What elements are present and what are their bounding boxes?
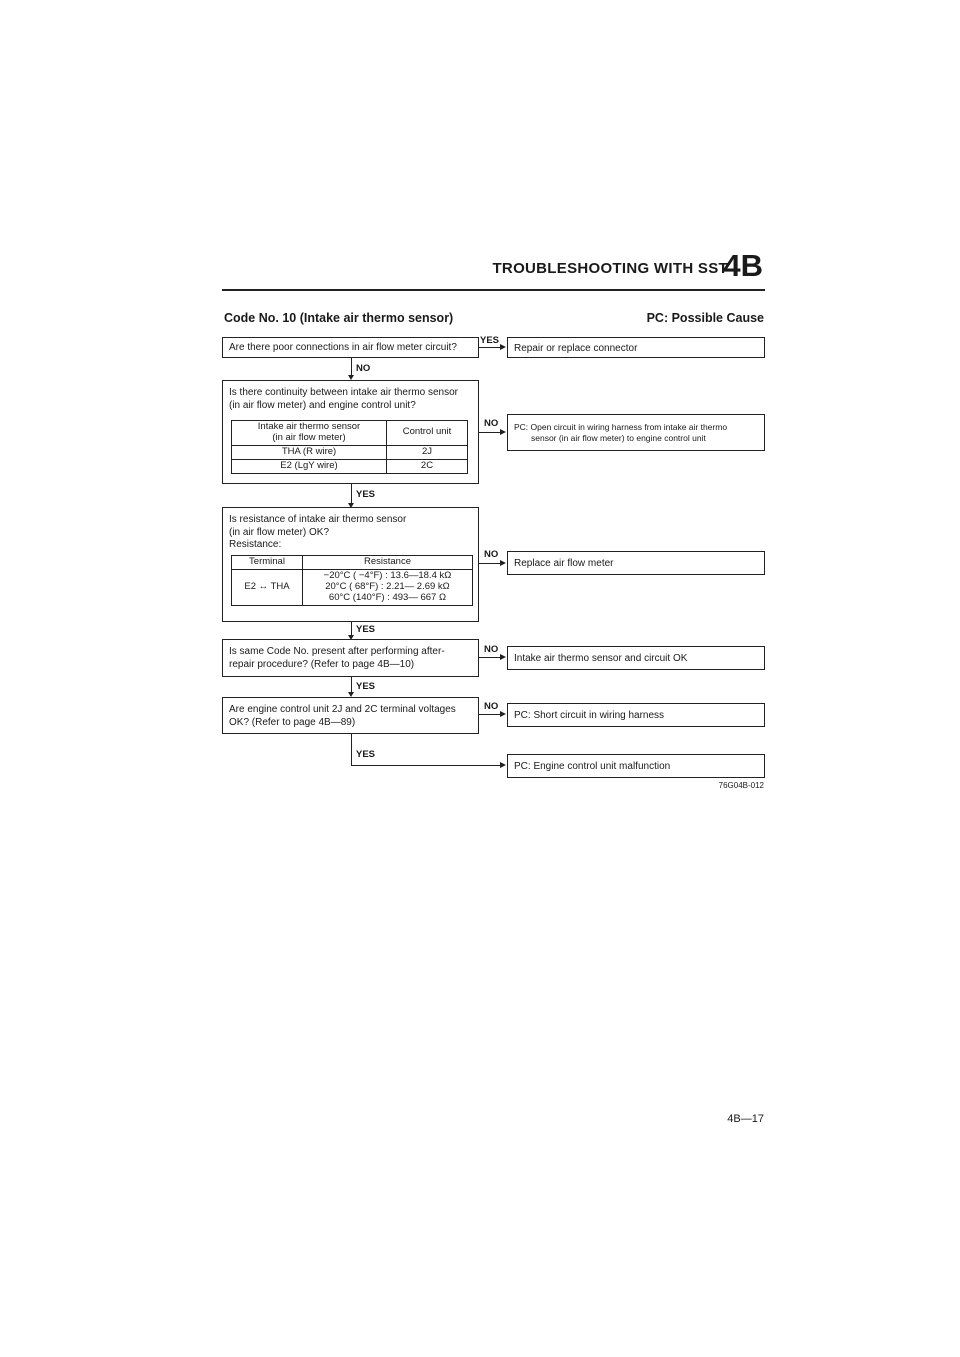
code-title: Code No. 10 (Intake air thermo sensor) bbox=[224, 311, 454, 325]
result-4-text: Intake air thermo sensor and circuit OK bbox=[514, 653, 688, 664]
q4-no-arrow bbox=[500, 654, 506, 660]
page-number: 4B—17 bbox=[727, 1113, 764, 1125]
question-1-box bbox=[222, 337, 479, 358]
q2-yes-connector bbox=[351, 484, 352, 504]
result-3-box bbox=[507, 551, 765, 575]
q2-yes-label: YES bbox=[356, 489, 376, 500]
question-3-line3: Resistance: bbox=[229, 539, 282, 550]
q3-yes-connector bbox=[351, 622, 352, 636]
question-5-box bbox=[222, 697, 479, 734]
resistance-row-2: 20°C ( 68°F) : 2.21— 2.69 kΩ bbox=[325, 580, 450, 592]
q1-yes-arrow bbox=[500, 344, 506, 350]
q4-yes-connector bbox=[351, 677, 352, 693]
resistance-header-value: Resistance bbox=[303, 556, 473, 570]
section-code: 4B bbox=[723, 248, 763, 283]
continuity-header-sensor-line1: Intake air thermo sensor bbox=[257, 421, 361, 432]
result-5-text: PC: Short circuit in wiring harness bbox=[514, 710, 665, 721]
resistance-header-terminal: Terminal bbox=[232, 556, 303, 570]
question-4-line2: repair procedure? (Refer to page 4B—10) bbox=[229, 658, 415, 670]
q5-yes-arrow bbox=[500, 762, 506, 768]
question-2-line1: Is there continuity between intake air thermo sensor bbox=[229, 387, 459, 398]
result-5-box bbox=[507, 703, 765, 727]
resistance-row-1: −20°C ( −4°F) : 13.6—18.4 kΩ bbox=[323, 569, 452, 581]
q2-no-label: NO bbox=[484, 418, 499, 429]
resistance-terminal: E2 ↔ THA bbox=[232, 569, 303, 605]
question-4-box bbox=[222, 639, 479, 677]
question-5-line2: OK? (Refer to page 4B—89) bbox=[229, 716, 356, 728]
continuity-header-unit: Control unit bbox=[387, 421, 468, 446]
q3-yes-label: YES bbox=[356, 624, 376, 635]
result-3-text: Replace air flow meter bbox=[514, 558, 614, 569]
q1-no-connector bbox=[351, 358, 352, 376]
resistance-values bbox=[303, 569, 473, 605]
q4-yes-label: YES bbox=[356, 681, 376, 692]
page-header-title: TROUBLESHOOTING WITH SST bbox=[492, 260, 728, 277]
result-4-box bbox=[507, 646, 765, 670]
q5-yes-connector-vertical bbox=[351, 734, 352, 765]
q5-no-label: NO bbox=[484, 701, 499, 712]
result-2-line2: sensor (in air flow meter) to engine control unit bbox=[531, 432, 706, 443]
table-cell: 2J bbox=[387, 445, 468, 459]
q3-no-label: NO bbox=[484, 549, 499, 560]
question-4-line1: Is same Code No. present after performing after- bbox=[229, 646, 445, 657]
q4-no-label: NO bbox=[484, 644, 499, 655]
q1-yes-label: YES bbox=[480, 335, 500, 346]
result-6-box bbox=[507, 754, 765, 778]
figure-id: 76G04B-012 bbox=[718, 781, 764, 790]
q5-no-arrow bbox=[500, 711, 506, 717]
continuity-header-sensor bbox=[232, 421, 387, 446]
question-2-line2: (in air flow meter) and engine control unit? bbox=[229, 399, 416, 411]
question-3-line2: (in air flow meter) OK? bbox=[229, 526, 330, 538]
table-cell: THA (R wire) bbox=[232, 445, 387, 459]
result-1-text: Repair or replace connector bbox=[514, 343, 638, 354]
q2-no-arrow bbox=[500, 429, 506, 435]
resistance-table bbox=[231, 555, 473, 606]
question-5-line1: Are engine control unit 2J and 2C terminal voltages bbox=[229, 704, 456, 715]
table-cell: 2C bbox=[387, 459, 468, 473]
table-cell: E2 (LgY wire) bbox=[232, 459, 387, 473]
q1-no-label: NO bbox=[356, 363, 371, 374]
result-2-box bbox=[507, 414, 765, 451]
continuity-table bbox=[231, 420, 468, 474]
q3-no-arrow bbox=[500, 560, 506, 566]
question-2-box bbox=[222, 380, 479, 484]
q5-yes-label: YES bbox=[356, 749, 376, 760]
q2-no-connector bbox=[479, 432, 501, 433]
legend: PC: Possible Cause bbox=[646, 311, 764, 325]
result-2-line1: PC: Open circuit in wiring harness from intake air thermo bbox=[514, 422, 728, 432]
resistance-row-3: 60°C (140°F) : 493— 667 Ω bbox=[328, 591, 447, 603]
question-3-line1: Is resistance of intake air thermo sensor bbox=[229, 514, 407, 525]
continuity-header-sensor-line2: (in air flow meter) bbox=[272, 431, 346, 443]
q1-yes-connector bbox=[479, 347, 501, 348]
header-rule bbox=[222, 289, 765, 291]
q3-no-connector bbox=[479, 563, 501, 564]
question-1-text: Are there poor connections in air flow meter circuit? bbox=[229, 342, 457, 353]
result-1-box bbox=[507, 337, 765, 358]
q5-yes-connector-horizontal bbox=[351, 765, 501, 766]
q4-no-connector bbox=[479, 657, 501, 658]
result-6-text: PC: Engine control unit malfunction bbox=[514, 761, 671, 772]
question-3-box bbox=[222, 507, 479, 622]
q5-no-connector bbox=[479, 714, 501, 715]
